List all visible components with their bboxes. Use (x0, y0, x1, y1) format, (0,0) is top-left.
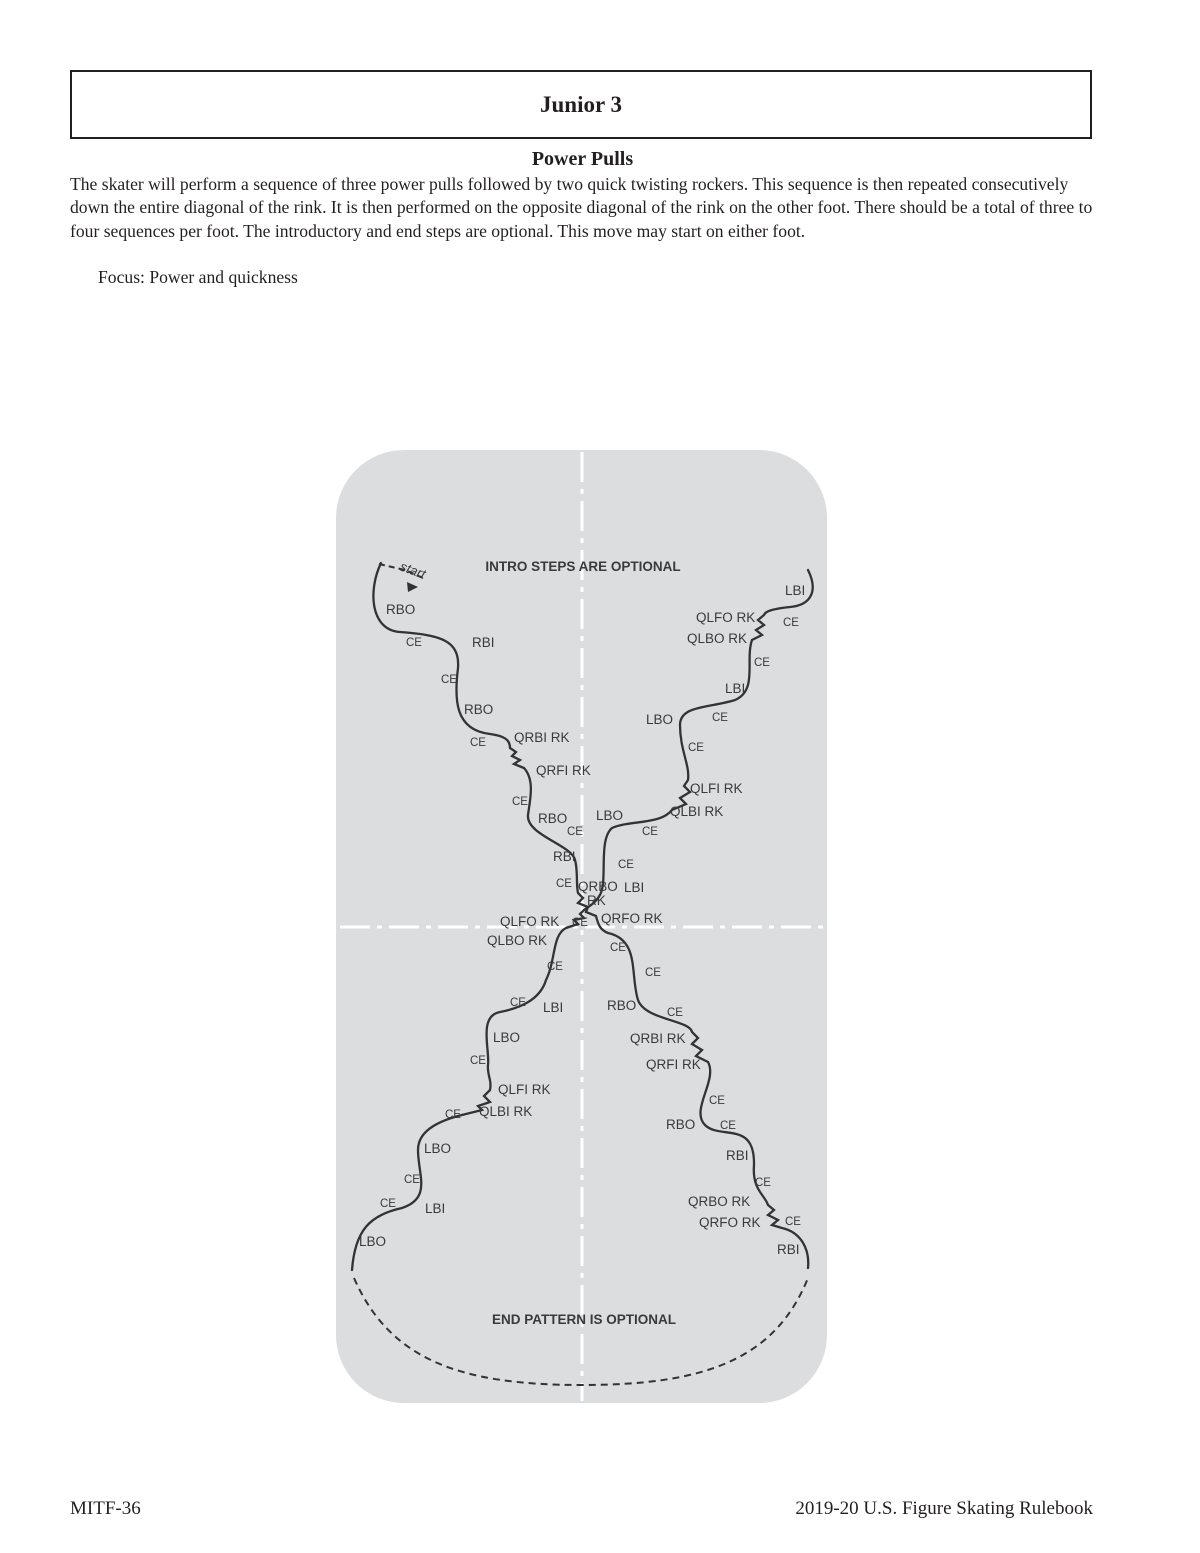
label-qlfi-rk: QLFI RK (690, 781, 743, 796)
intro-note: INTRO STEPS ARE OPTIONAL (485, 559, 681, 574)
label-ce: CE (642, 826, 658, 838)
label-lbi: LBI (725, 681, 746, 696)
label-ce: CE (709, 1095, 725, 1107)
label-lbi: LBI (624, 880, 645, 895)
label-ce: CE (510, 997, 526, 1009)
label-qrfi-rk: QRFI RK (536, 763, 591, 778)
footer-page-code: MITF-36 (70, 1498, 141, 1519)
label-ce: CE (404, 1174, 420, 1186)
label-rbi: RBI (777, 1242, 800, 1257)
label-rbo: RBO (666, 1117, 696, 1132)
label-qlbo-rk: QLBO RK (687, 631, 748, 646)
label-ce: CE (470, 1055, 486, 1067)
label-qlfi-rk: QLFI RK (498, 1082, 551, 1097)
label-lbi: LBI (543, 1000, 564, 1015)
label-rbo: RBO (607, 998, 637, 1013)
label-lbo: LBO (493, 1030, 521, 1045)
label-ce: CE (567, 826, 583, 838)
label-rbo: RBO (464, 702, 494, 717)
label-rbo: RBO (538, 811, 568, 826)
section-title: Power Pulls (531, 148, 634, 170)
label-rbo: RBO (386, 602, 416, 617)
footer-book-title: 2019-20 U.S. Figure Skating Rulebook (795, 1498, 1093, 1519)
label-lbi: LBI (425, 1201, 446, 1216)
focus-text: Focus: Power and quickness (98, 267, 298, 287)
label-rk: RK (587, 893, 606, 908)
end-note: END PATTERN IS OPTIONAL (491, 1312, 677, 1327)
label-ce: CE (720, 1120, 736, 1132)
label-qrfo-rk: QRFO RK (601, 911, 663, 926)
label-ce: CE (785, 1216, 801, 1228)
label-qrbo-rk: QRBO RK (688, 1194, 751, 1209)
label-qrbi-rk: QRBI RK (630, 1031, 686, 1046)
label-qlfo-rk: QLFO RK (696, 610, 756, 625)
label-qlfo-rk: QLFO RK (500, 914, 560, 929)
label-ce: CE (380, 1198, 396, 1210)
label-ce: CE (754, 657, 770, 669)
label-rbi: RBI (472, 635, 495, 650)
label-lbo: LBO (424, 1141, 452, 1156)
label-ce: CE (712, 712, 728, 724)
section-description: The skater will perform a sequence of three power pulls followed by two quick twisting rockers. This sequence is then repeated consecutively down the entire diagonal of the rink. It is then performed on the opposite diagonal of the rink on the other foot. There should be a total of three to four sequences per foot. The introductory and end steps are optional. This move may start on either foot. (70, 174, 1093, 241)
label-ce: CE (445, 1109, 461, 1121)
label-qrbi-rk: QRBI RK (514, 730, 570, 745)
label-ce: CE (556, 878, 572, 890)
label-ce: CE (783, 617, 799, 629)
label-lbo: LBO (596, 808, 624, 823)
label-ce: CE (512, 796, 528, 808)
label-lbi: LBI (785, 583, 806, 598)
label-ce: CE (441, 674, 457, 686)
label-ce: CE (470, 737, 486, 749)
label-qlbi-rk: QLBI RK (479, 1104, 533, 1119)
label-qrfo-rk: QRFO RK (699, 1215, 761, 1230)
label-ce: CE (572, 917, 588, 929)
label-ce: CE (406, 637, 422, 649)
label-ce: CE (618, 859, 634, 871)
label-ce: CE (610, 942, 626, 954)
label-ce: CE (755, 1177, 771, 1189)
label-lbo: LBO (646, 712, 674, 727)
label-qrfi-rk: QRFI RK (646, 1057, 701, 1072)
label-qlbi-rk: QLBI RK (670, 804, 724, 819)
start-label: start (397, 558, 428, 582)
label-lbo: LBO (359, 1234, 387, 1249)
label-qrbo: QRBO (578, 879, 618, 894)
page-title: Junior 3 (539, 91, 623, 117)
label-ce: CE (667, 1007, 683, 1019)
label-rbi: RBI (553, 849, 576, 864)
label-ce: CE (688, 742, 704, 754)
label-rbi: RBI (726, 1148, 749, 1163)
label-ce: CE (645, 967, 661, 979)
label-ce: CE (547, 961, 563, 973)
label-qlbo-rk: QLBO RK (487, 933, 548, 948)
